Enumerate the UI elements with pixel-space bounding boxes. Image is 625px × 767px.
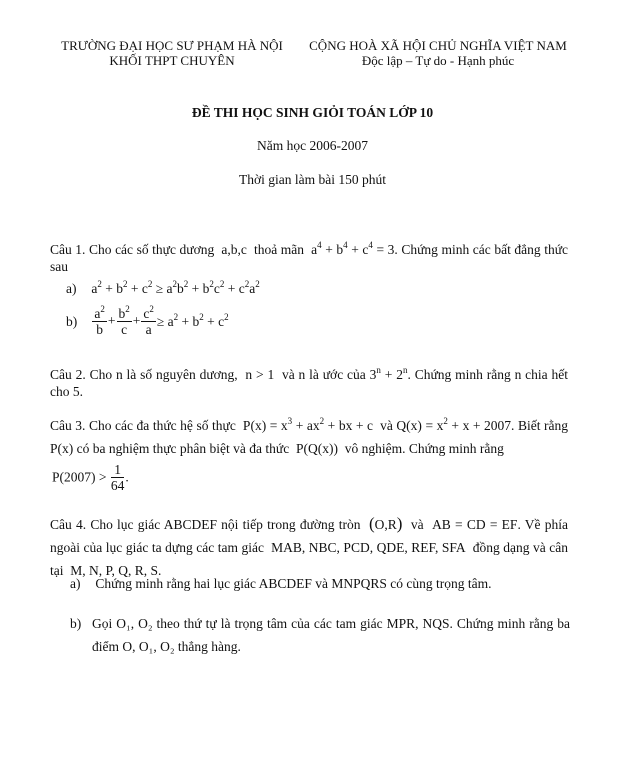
apex-points: M, N, P, Q, R, S. xyxy=(66,563,162,578)
school-header xyxy=(52,38,292,68)
question-text: Cho n là số nguyên dương, xyxy=(89,367,238,382)
national-motto: Độc lập – Tự do - Hạnh phúc xyxy=(361,53,515,68)
question-text: . Biết rằng P(x) có ba nghiệm thực phân biệt và đa thức xyxy=(50,418,568,456)
question-label: Câu 1. xyxy=(50,242,86,257)
question-1-part-b xyxy=(66,306,229,337)
question-text: Cho các đa thức hệ số thực xyxy=(88,418,236,433)
polynomial-q: $Q(x) = x^2 + x + 2007$ xyxy=(396,416,512,433)
question-text: và n là ước của xyxy=(281,367,366,382)
expression: $3^n + 2^n$ xyxy=(369,365,408,382)
question-text: . Về phía ngoài của lục giác ta dựng các tam giác xyxy=(50,517,568,555)
circle-notation: (O,R) xyxy=(368,514,403,533)
part-label: a) xyxy=(66,281,77,296)
question-3-conclusion: P(2007) > $\frac{1}{64}$ . xyxy=(52,462,129,493)
question-label: Câu 2. xyxy=(50,367,86,382)
triangle-list: MAB, NBC, PCD, QDE, REF, SFA xyxy=(267,540,470,555)
question-text: vô nghiệm. Chứng minh rằng xyxy=(344,441,504,456)
school-name: TRƯỜNG ĐẠI HỌC SƯ PHẠM HÀ NỘI xyxy=(61,38,283,53)
question-label: Câu 3. xyxy=(50,418,86,433)
question-text: . Chứng minh rằng n chia hết cho 5. xyxy=(50,367,569,399)
question-text: Cho lục giác ABCDEF nội tiếp trong đường tròn xyxy=(90,517,361,532)
part-text: Gọi O₁, O₂ theo thứ tự là trọng tâm của các tam giác MPR, NQS. Chứng minh rằng ba điểm O, O₁, O₂ thẳng hàng. xyxy=(92,616,570,654)
question-text: thoả mãn xyxy=(253,242,305,257)
equal-sides: AB = CD = EF xyxy=(427,517,518,532)
question-text: . Chứng minh các bất đẳng thức sau xyxy=(50,242,568,274)
question-label: Câu 4. xyxy=(50,517,87,532)
question-text: đồng dạng và cân tại xyxy=(50,540,569,578)
inequality-a: $a^2 + b^2 + c^2 \ge a^2b^2 + b^2c^2 + c^2a^2$ xyxy=(91,279,260,296)
national-header xyxy=(302,38,574,68)
question-text: và xyxy=(380,418,393,433)
polynomial-p: $P(x) = x^3 + ax^2$ + bx + c xyxy=(239,416,377,433)
national-name: CỘNG HOÀ XÃ HỘI CHỦ NGHĨA VIỆT NAM xyxy=(309,38,567,53)
question-text: và xyxy=(410,517,424,532)
question-4 xyxy=(50,512,568,582)
question-text: Cho các số thực dương xyxy=(89,242,215,257)
condition-formula: $a^4 + b^4 + c^4 = 3$ xyxy=(307,240,395,257)
question-1-part-a xyxy=(66,281,260,297)
question-4-part-b xyxy=(70,612,570,658)
part-label: b) xyxy=(66,313,78,329)
school-division: KHỐI THPT CHUYÊN xyxy=(109,53,235,68)
school-year: Năm học 2006-2007 xyxy=(257,138,368,153)
part-text: Chứng minh rằng hai lục giác ABCDEF và MNPQRS có cùng trọng tâm. xyxy=(95,576,492,591)
part-label: a) xyxy=(70,576,81,591)
part-label: b) xyxy=(70,616,82,631)
exam-title: ĐỀ THI HỌC SINH GIỎI TOÁN LỚP 10 xyxy=(191,105,434,120)
question-1: Câu 1. Cho các số thực dương a,b,c thoả mãn $a^4 + b^4 + c^4 = 3$. Chứng minh các bất đẳng thức sau xyxy=(50,240,568,274)
inequality-b: $\frac{a^2}{b}$ + $\frac{b^2}{c}$ + $\frac{c^2}{a}$ ≥ $a^2 + b^2 + c^2$ xyxy=(94,304,229,337)
question-4-part-a xyxy=(70,576,570,592)
exam-duration: Thời gian làm bài 150 phút xyxy=(239,172,386,187)
question-2: Câu 2. Cho n là số nguyên dương, n > 1 và n là ước của $3^n + 2^n$. Chứng minh rằng n chia hết cho 5. xyxy=(50,365,569,399)
question-3: Câu 3. Cho các đa thức hệ số thực $P(x) = x^3 + ax^2$ + bx + c và $Q(x) = x^2 + x + 2007$. Biết rằng P(x) có ba nghiệm thực phân biệt và đa thức P(Q(x)) vô nghiệm. Chứng minh rằng xyxy=(50,416,568,456)
